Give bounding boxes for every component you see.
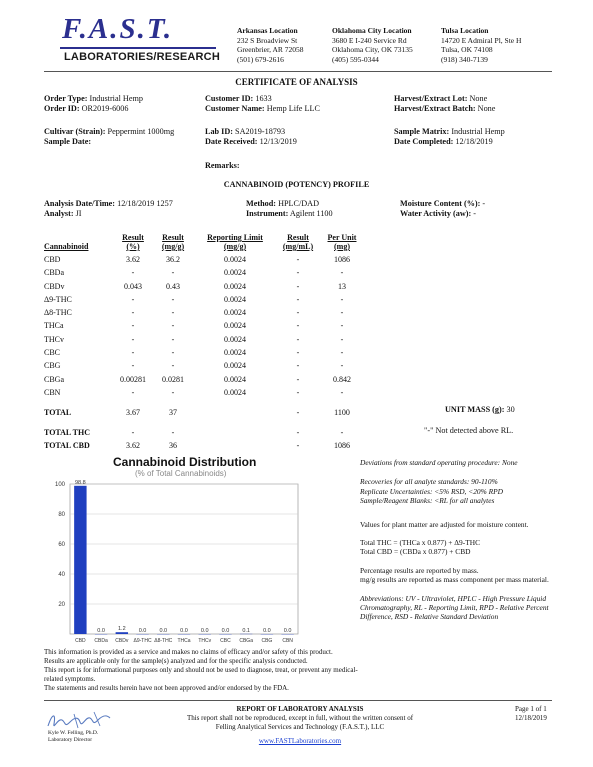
table-cell: 1086 [334, 255, 350, 264]
cannabinoid-name: Δ8-THC [44, 308, 72, 318]
table-cell: 1086 [334, 441, 350, 451]
table-cell: - [296, 334, 300, 344]
table-cell: 0.0024 [224, 387, 246, 397]
order-info [44, 94, 143, 114]
y-tick-label: 40 [58, 572, 65, 578]
date-received-label: Date Received: [205, 137, 258, 146]
disclaimer-line: Results are applicable only for the sample(s) analyzed and for the specific analysis conducted. [44, 657, 308, 665]
x-tick-label: CBGa [239, 638, 253, 644]
y-tick-label: 80 [58, 512, 65, 518]
order-type-value: Industrial Hemp [89, 94, 143, 103]
moisture-value: - [482, 199, 486, 208]
disclaimer [44, 648, 374, 693]
table-row [44, 386, 364, 399]
table-cell: 3.62 [126, 441, 140, 451]
y-tick-label: 20 [58, 602, 65, 608]
location-line: 232 S Broadview St [237, 35, 298, 45]
cannabinoid-name: CBDv [44, 281, 65, 291]
harvest-batch-value: None [477, 104, 496, 113]
location-line: (918) 340-7139 [441, 54, 488, 64]
table-cell: - [296, 255, 300, 264]
cannabinoid-name: TOTAL CBD [44, 441, 90, 451]
footer-rule [44, 700, 552, 701]
cannabinoid-name: CBN [44, 387, 61, 397]
table-cell: 0.0024 [224, 334, 246, 344]
location-line: (501) 679-2616 [237, 54, 284, 64]
table-cell: - [171, 348, 175, 358]
date-completed-label: Date Completed: [394, 137, 454, 146]
cannabinoid-distribution-chart [40, 476, 340, 646]
analyst-value: JI [75, 209, 82, 218]
table-cell: - [296, 387, 300, 397]
table-cell: - [296, 348, 300, 358]
cannabinoid-name: THCv [44, 334, 64, 344]
cultivar-value: Peppermint 1000mg [107, 127, 175, 136]
table-row [44, 266, 364, 279]
x-tick-label: CBD [75, 638, 86, 644]
table-cell: 0.0024 [224, 281, 246, 291]
cannabinoid-name: CBGa [44, 374, 64, 384]
data-label: 0.1 [242, 627, 251, 634]
y-tick-label: 100 [54, 482, 65, 488]
cannabinoid-table [44, 233, 364, 453]
plant-matter-note: Values for plant matter are adjusted for moisture content. [360, 519, 529, 529]
page-info [515, 705, 547, 723]
table-cell: 36.2 [166, 255, 180, 264]
bar [74, 486, 86, 634]
x-tick-label: Δ8-THC [154, 638, 173, 644]
cannabinoid-name: CBC [44, 348, 61, 358]
table-cell [194, 439, 276, 452]
data-label: 0.0 [263, 628, 271, 634]
total-row [44, 399, 364, 419]
moisture-label: Moisture Content (%): [400, 199, 481, 208]
analysis-datetime-value: 12/18/2019 1257 [117, 199, 173, 208]
x-tick-label: CBDv [115, 638, 129, 644]
table-cell: - [171, 268, 175, 278]
table-cell: - [340, 361, 344, 371]
location-oklahoma-city [332, 26, 413, 64]
data-label: 0.0 [200, 628, 209, 634]
table-cell [194, 399, 276, 419]
order-id-value: OR2019-6006 [81, 104, 129, 113]
data-label: 0.0 [138, 628, 147, 634]
table-cell: - [171, 361, 175, 371]
table-row [44, 333, 364, 346]
company-logo: F.A.S.T. [62, 13, 174, 45]
table-cell: 36 [169, 441, 177, 451]
table-row [44, 306, 364, 319]
y-tick-label: 60 [58, 542, 65, 548]
cannabinoid-name: CBDa [44, 268, 64, 278]
location-arkansas [237, 26, 304, 64]
method-label: Method: [246, 199, 277, 208]
water-activity-label: Water Activity (aw): [400, 209, 472, 218]
total-thc-row [44, 419, 364, 439]
chart-title: Cannabinoid Distribution [113, 455, 257, 469]
logo-divider [60, 47, 216, 49]
location-line: 3680 E I-240 Service Rd [332, 35, 407, 45]
x-tick-label: CBC [220, 638, 231, 644]
data-label: 1.2 [117, 626, 126, 633]
x-tick-label: CBG [261, 638, 273, 644]
signature-name: Kyle W. Felling, Ph.D. [48, 730, 99, 736]
location-name: Oklahoma City Location [332, 26, 412, 35]
report-footer [150, 705, 450, 746]
table-cell: 1100 [334, 407, 350, 417]
x-tick-label: THCa [177, 638, 191, 644]
cultivar-info [44, 127, 174, 147]
cannabinoid-name: CBG [44, 361, 61, 371]
column-header: Per Unit (mg) [327, 233, 357, 251]
table-cell: 0.043 [124, 281, 142, 291]
analysis-info [44, 199, 173, 219]
cannabinoid-name: CBD [44, 255, 61, 264]
customer-id-label: Customer ID: [205, 94, 254, 103]
location-tulsa [441, 26, 521, 64]
data-label: 0.0 [180, 628, 188, 634]
method-info [246, 199, 333, 219]
table-cell: 0.0281 [162, 374, 184, 384]
mass-note-2: mg/g results are reported as mass component per mass material. [360, 575, 549, 585]
x-tick-label: THCv [198, 638, 212, 644]
cannabinoid-name: TOTAL [44, 407, 72, 417]
abbreviations-note: Abbreviations: UV - Ultraviolet, HPLC - High Pressure Liquid Chromatography, RL - Reporting Limit, RPD - Relative Percent Difference, RSD - Relative Standard Deviation [360, 593, 549, 622]
table-cell: - [296, 294, 300, 304]
table-cell: 3.67 [126, 407, 140, 417]
disclaimer-line: This information is provided as a service and makes no claims of efficacy and/or safety of this product. [44, 648, 333, 656]
table-cell: - [171, 427, 175, 437]
table-row [44, 359, 364, 372]
location-line: Oklahoma City, OK 73135 [332, 45, 413, 54]
lab-info [205, 127, 297, 147]
table-cell: - [131, 268, 135, 278]
table-cell: - [131, 334, 135, 344]
profile-title: CANNABINOID (POTENCY) PROFILE [223, 180, 370, 189]
table-cell: 0.842 [333, 374, 351, 384]
x-tick-label: Δ9-THC [133, 638, 152, 644]
data-label: 0.0 [283, 628, 292, 634]
table-cell: - [340, 294, 344, 304]
total-cbd-formula: Total CBD = (CBDa x 0.877) + CBD [360, 547, 471, 557]
column-header: Result (mg/g) [161, 233, 185, 251]
table-cell: - [296, 308, 300, 318]
table-cell: 0.00281 [120, 374, 146, 384]
method-value: HPLC/DAD [278, 199, 320, 208]
website-link[interactable]: www.FASTLaboratories.com [258, 737, 342, 745]
mass-note-1: Percentage results are reported by mass. [360, 565, 479, 575]
location-line: 14720 E Admiral Pl, Ste H [441, 35, 522, 45]
customer-name-label: Customer Name: [205, 104, 265, 113]
disclaimer-line: This report is for informational purposes only and should not be used to diagnose, treat, or prevent any medical-related symptoms. [44, 666, 358, 683]
table-cell: - [340, 334, 344, 344]
table-cell: - [131, 321, 135, 331]
column-header: Result (mg/mL) [282, 233, 314, 251]
table-cell: 13 [338, 281, 346, 291]
data-label: 98.8 [75, 479, 86, 486]
order-id-label: Order ID: [44, 104, 80, 113]
table-row [44, 346, 364, 359]
table-cell: 0.0024 [224, 255, 246, 264]
column-header: Reporting Limit (mg/g) [207, 233, 263, 251]
bar [116, 632, 128, 634]
signature-block [48, 730, 98, 744]
cultivar-label: Cultivar (Strain): [44, 127, 106, 136]
unit-mass-label: UNIT MASS (g): [445, 405, 505, 414]
table-cell: - [296, 441, 300, 451]
table-cell: - [296, 407, 300, 417]
table-row [44, 253, 364, 266]
footer-line: This report shall not be reproduced, except in full, without the written consent of [186, 714, 414, 722]
total-thc-formula: Total THC = (THCa x 0.877) + Δ9-THC [360, 538, 480, 548]
customer-id-value: 1633 [255, 94, 272, 103]
table-cell: 0.43 [166, 281, 180, 291]
data-label: 0.0 [97, 628, 105, 634]
table-cell: - [296, 361, 300, 371]
table-cell: - [171, 308, 175, 318]
recoveries-note: Recoveries for all analyte standards: 90-110% [360, 477, 498, 487]
remarks-label: Remarks: [205, 161, 240, 170]
x-tick-label: CBN [282, 638, 293, 644]
location-line: Greenbrier, AR 72058 [237, 45, 304, 54]
table-cell: - [340, 427, 344, 437]
table-cell: - [340, 321, 344, 331]
deviation-note: Deviations from standard operating procedure: None [360, 458, 518, 467]
table-cell: 0.0024 [224, 361, 246, 371]
data-label: 0.0 [221, 628, 230, 634]
table-cell: - [131, 427, 135, 437]
report-title: REPORT OF LABORATORY ANALYSIS [236, 705, 364, 713]
table-cell: - [131, 387, 135, 397]
harvest-info [394, 94, 495, 114]
total-cbd-row [44, 439, 364, 452]
harvest-lot-value: None [469, 94, 488, 103]
location-line: (405) 595-0344 [332, 54, 379, 64]
table-cell: 37 [169, 407, 177, 417]
table-cell: 0.0024 [224, 374, 246, 384]
table-cell: - [340, 387, 344, 397]
table-cell: - [296, 374, 300, 384]
moisture-info [400, 199, 485, 219]
table-row [44, 293, 364, 306]
table-cell: - [340, 308, 344, 318]
cannabinoid-name: THCa [44, 321, 64, 331]
replicate-note: Replicate Uncertainties: <5% RSD, <20% RPD [360, 486, 503, 496]
data-label: 0.0 [159, 628, 168, 634]
date-completed-value: 12/18/2019 [455, 137, 493, 146]
sample-date-label: Sample Date: [44, 137, 92, 146]
harvest-lot-label: Harvest/Extract Lot: [394, 94, 468, 103]
disclaimer-line: The statements and results herein have not been approved and/or endorsed by the FDA. [44, 684, 289, 692]
table-cell: 0.0024 [224, 321, 246, 331]
analyst-label: Analyst: [44, 209, 74, 218]
table-cell: 0.0024 [224, 308, 246, 318]
water-activity-value: - [473, 209, 477, 218]
date-received-value: 12/13/2019 [259, 137, 297, 146]
document-title: CERTIFICATE OF ANALYSIS [235, 77, 358, 87]
column-header: Cannabinoid [44, 242, 89, 251]
customer-info [205, 94, 320, 114]
notes-block [360, 458, 560, 622]
cannabinoid-name: Δ9-THC [44, 294, 72, 304]
table-cell: - [340, 268, 344, 278]
location-line: Tulsa, OK 74108 [441, 45, 493, 54]
harvest-batch-label: Harvest/Extract Batch: [394, 104, 476, 113]
footer-line: Felling Analytical Services and Technology (F.A.S.T.), LLC [215, 723, 385, 731]
table-cell: - [131, 361, 135, 371]
blanks-note: Sample/Reagent Blanks: <RL for all analytes [360, 496, 495, 506]
page-number: Page 1 of 1 [515, 705, 547, 713]
x-tick-label: CBDa [94, 638, 108, 644]
lab-id-value: SA2019-18793 [235, 127, 286, 136]
signature-title: Laboratory Director [48, 737, 93, 743]
table-row [44, 373, 364, 386]
table-cell: - [296, 427, 300, 437]
table-cell: - [131, 348, 135, 358]
location-name: Tulsa Location [441, 26, 489, 35]
location-name: Arkansas Location [237, 26, 298, 35]
table-cell: - [131, 308, 135, 318]
table-cell: - [171, 294, 175, 304]
lab-id-label: Lab ID: [205, 127, 233, 136]
unit-mass [445, 405, 515, 415]
unit-mass-value: 30 [506, 405, 515, 414]
table-cell: - [131, 294, 135, 304]
table-cell: - [171, 334, 175, 344]
sample-matrix-value: Industrial Hemp [451, 127, 505, 136]
report-date: 12/18/2019 [515, 714, 547, 722]
logo-subtitle: LABORATORIES/RESEARCH [64, 51, 220, 63]
table-cell: 0.0024 [224, 348, 246, 358]
table-cell: - [171, 321, 175, 331]
sample-matrix-label: Sample Matrix: [394, 127, 450, 136]
table-cell: - [296, 321, 300, 331]
column-header: Result (%) [122, 233, 144, 251]
order-type-label: Order Type: [44, 94, 88, 103]
header-rule [44, 71, 552, 72]
table-cell: 0.0024 [224, 268, 246, 278]
plot-frame [70, 484, 298, 634]
table-cell: - [296, 281, 300, 291]
table-cell [194, 419, 276, 439]
analysis-datetime-label: Analysis Date/Time: [44, 199, 116, 208]
table-cell: - [296, 268, 300, 278]
customer-name-value: Hemp Life LLC [266, 104, 320, 113]
table-header-row [44, 233, 364, 253]
table-cell: - [340, 348, 344, 358]
cannabinoid-name: TOTAL THC [44, 427, 91, 437]
instrument-value: Agilent 1100 [289, 209, 333, 218]
table-cell: - [171, 387, 175, 397]
matrix-info [394, 127, 505, 147]
table-cell: 0.0024 [224, 294, 246, 304]
not-detected-note: "-" Not detected above RL. [424, 426, 514, 435]
table-cell: 3.62 [126, 255, 140, 264]
table-row [44, 319, 364, 332]
table-row [44, 280, 364, 293]
chart-subtitle: (% of Total Cannabinoids) [135, 469, 227, 478]
instrument-label: Instrument: [246, 209, 289, 218]
